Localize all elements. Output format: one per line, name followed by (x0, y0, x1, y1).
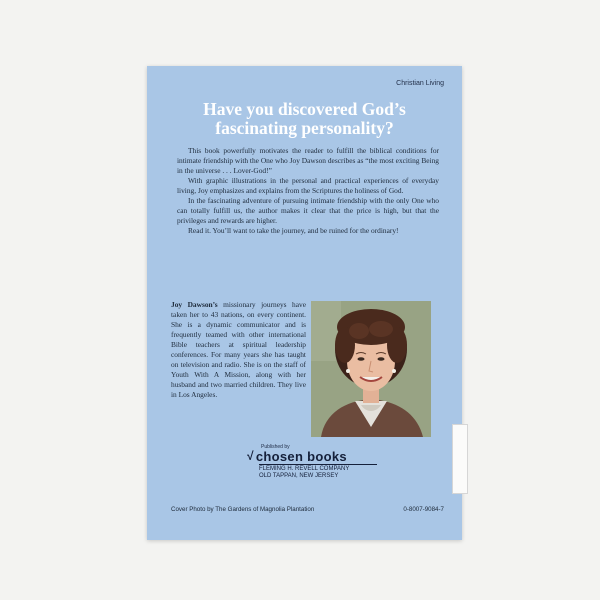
author-photo (311, 301, 431, 437)
headline-line-1: Have you discovered God’s (203, 99, 406, 119)
author-portrait-image (311, 301, 431, 437)
photo-credit: Cover Photo by The Gardens of Magnolia Plantation (171, 506, 315, 513)
publisher-block (247, 444, 377, 480)
publisher-name: chosen books (255, 449, 347, 464)
publisher-logo (247, 450, 377, 463)
blurb-paragraph: Read it. You’ll want to take the journey, and be ruined for the ordinary! (188, 226, 399, 235)
price-sticker (452, 424, 468, 494)
distributor-location: OLD TAPPAN, NEW JERSEY (259, 473, 339, 479)
author-bio-text: missionary journeys have taken her to 43 nations, on every continent. She is a dynamic communicator and is frequently teamed with other international Bible teachers at spiritual leadership conferences. For many years she has taught on television and radio. She is on the staff of Youth With A Mission, along with her husband and two married children. They live in Los Angeles. (171, 300, 306, 399)
author-name: Joy Dawson’s (171, 300, 218, 309)
book-back-cover (147, 66, 462, 540)
isbn: 0-8007-9084-7 (403, 506, 444, 513)
author-bio (171, 300, 306, 400)
blurb-paragraph: With graphic illustrations in the personal and practical experiences of everyday living, Joy emphasizes and explains from the Scriptures the holiness of God. (177, 176, 439, 195)
checkmark-icon: √ (247, 449, 254, 463)
blurb-paragraph: In the fascinating adventure of pursuing intimate friendship with the only One who can totally fulfill us, the author makes it clear that the price is high, but that the privileges and rewards are higher. (177, 196, 439, 225)
publisher-divider (259, 464, 377, 465)
published-by-label: Published by (261, 444, 290, 450)
distributor-name: FLEMING H. REVELL COMPANY (259, 466, 350, 472)
blurb-paragraph: This book powerfully motivates the reader to fulfill the biblical conditions for intimate friendship with the One who Joy Dawson describes as “the most exciting Being in the universe . . . Lover-God!” (177, 146, 439, 175)
blurb (177, 146, 439, 236)
headline (147, 100, 462, 138)
headline-line-2: fascinating personality? (215, 118, 394, 138)
category-label: Christian Living (396, 80, 444, 87)
